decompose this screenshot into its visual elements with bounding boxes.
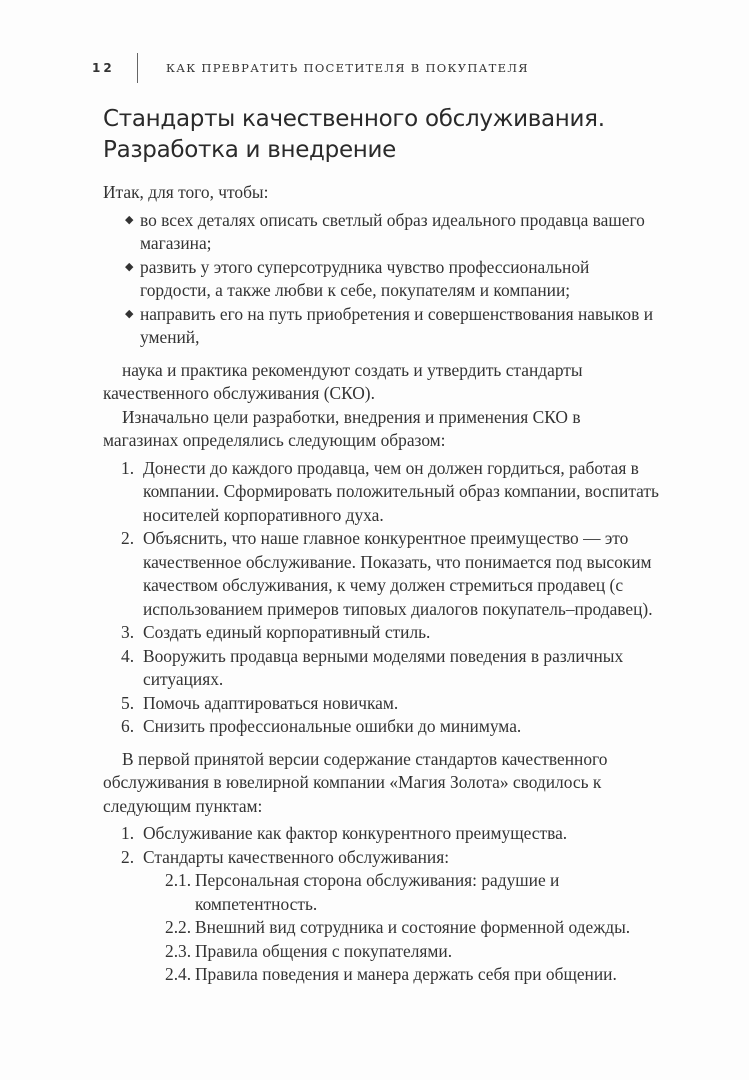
paragraph: наука и практика рекомендуют создать и утвердить стандарты качественного обслуживания (СКО). (103, 359, 583, 403)
paragraph: В первой принятой версии содержание стандартов качественного обслуживания в ювелирной компании «Магия Золота» сводилось к следующим пунктам: (103, 748, 608, 816)
list-item: 2. Объяснить, что наше главное конкурентное преимущество — это качественное обслуживание. Показать, что понимается под высоким качеством обслуживания, к чему должен стремиться продавец (с использованием примеров типовых диалогов покупатель–продавец). (121, 528, 653, 619)
list-item: 2.3. Правила общения с покупателями. (165, 940, 453, 961)
section-title-line2: Разработка и внедрение (103, 137, 397, 163)
section-title-line1: Стандарты качественного обслуживания. (103, 106, 605, 132)
list-item: 2.2. Внешний вид сотрудника и состояние форменной одежды. (165, 917, 631, 937)
list-item: 1. Обслуживание как фактор конкурентного преимущества. (121, 823, 568, 843)
list-item: ◆ во всех деталях описать светлый образ идеального продавца вашего магазина; (125, 209, 645, 253)
bullet-list (103, 209, 660, 350)
body-text (103, 181, 660, 987)
diamond-bullet-icon: ◆ (125, 307, 134, 320)
subpoints-list (143, 869, 660, 987)
running-title: КАК ПРЕВРАТИТЬ ПОСЕТИТЕЛЯ В ПОКУПАТЕЛЯ (166, 61, 529, 75)
paragraph: Изначально цели разработки, внедрения и применения СКО в магазинах определялись следующим образом: (103, 406, 581, 450)
list-item: 4. Вооружить продавца верными моделями поведения в различных ситуациях. (121, 645, 624, 689)
list-item: 5. Помочь адаптироваться новичкам. (121, 692, 399, 713)
goals-list (103, 457, 660, 739)
points-list (103, 822, 660, 987)
header-divider (137, 53, 138, 83)
diamond-bullet-icon: ◆ (125, 213, 134, 226)
list-item: 2. Стандарты качественного обслуживания: 2.1. Персональная сторона обслуживания: радушие и компетентность. 2.2. Внешний вид сотрудника и состояние форменной одежды. 2.3. Правила общения с покупателями. 2.4. Правила поведения и манера держать себя при общении. (121, 846, 660, 987)
list-item: 3. Создать единый корпоративный стиль. (121, 622, 431, 642)
list-item: 1. Донести до каждого продавца, чем он должен гордиться, работая в компании. Сформировать положительный образ компании, воспитать носителей корпоративного духа. (121, 457, 659, 525)
running-header (92, 54, 529, 82)
diamond-bullet-icon: ◆ (125, 260, 134, 273)
list-item: 2.4. Правила поведения и манера держать себя при общении. (165, 964, 617, 984)
section-heading (103, 104, 703, 166)
list-item: 6. Снизить профессиональные ошибки до минимума. (121, 716, 522, 736)
intro-paragraph: Итак, для того, чтобы: (103, 182, 269, 202)
page-number: 12 (92, 61, 115, 75)
list-item: ◆ направить его на путь приобретения и совершенствования навыков и умений, (125, 303, 653, 347)
list-item: ◆ развить у этого суперсотрудника чувство профессиональной гордости, а также любви к себе, покупателям и компании; (125, 256, 590, 300)
list-item: 2.1. Персональная сторона обслуживания: радушие и компетентность. (165, 870, 560, 914)
